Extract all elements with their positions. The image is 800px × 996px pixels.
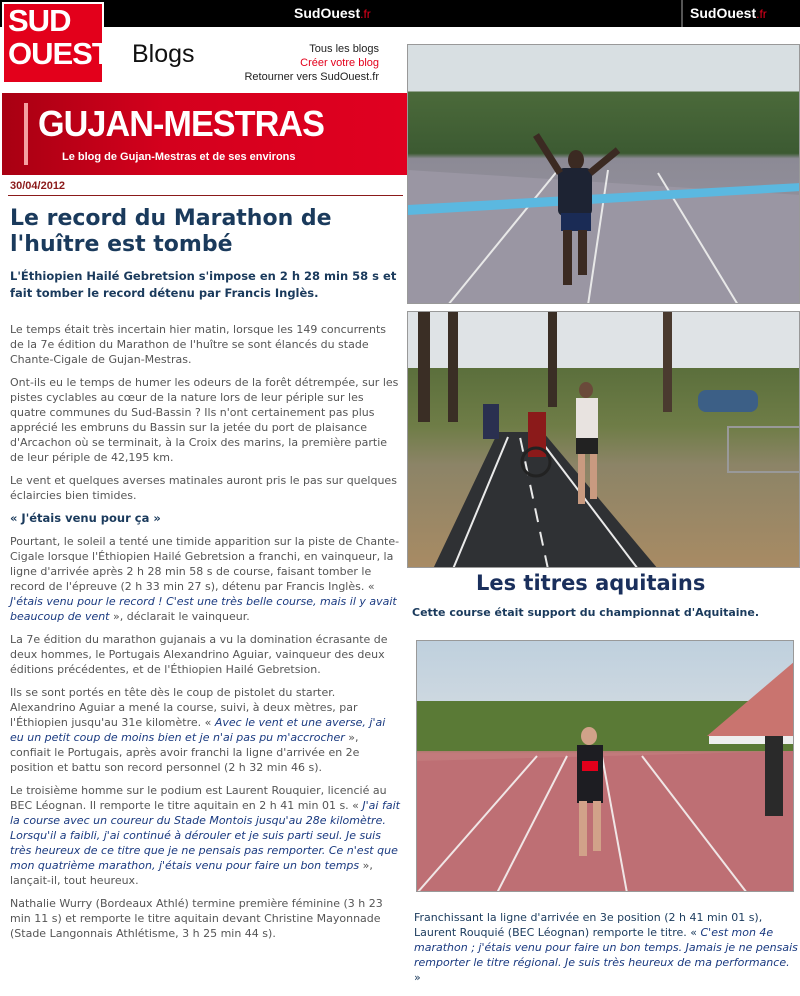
article-subheading: « J'étais venu pour ça »: [10, 511, 161, 525]
paragraph: La 7e édition du marathon gujanais a vu la domination écrasante de deux hommes, le Portugais Alexandrino Aguiar, vainqueur des deux éditions précédentes, et de l'Éthiopien Hailé Gebretsion.: [10, 633, 388, 676]
article-lead: L'Éthiopien Hailé Gebretsion s'impose en 2 h 28 min 58 s et fait tomber le record détenu par Francis Inglès.: [10, 269, 397, 300]
quote: Avec le vent et une averse, j'ai eu un petit coup de moins bien et je n'ai pas pu m'accrocher: [10, 716, 386, 744]
photo-runners-path[interactable]: [407, 311, 800, 568]
blog-subtitle: Le blog de Gujan-Mestras et de ses environs: [62, 151, 296, 163]
article-body: [10, 322, 402, 949]
divider: [8, 195, 403, 196]
sudouest-home-link-right[interactable]: SudOuest.fr: [690, 5, 767, 21]
quote: J'étais venu pour le record ! C'est une très belle course, mais il y avait beaucoup de vent: [10, 595, 397, 623]
banner-accent: [24, 103, 28, 165]
paragraph: Nathalie Wurry (Bordeaux Athlé) termine première féminine (3 h 23 min 11 s) et remporte le titre aquitain devant Christine Mayonnade (Stade Langonnais Athlétisme, 3 h 25 min 44 s).: [10, 897, 383, 940]
all-blogs-link[interactable]: Tous les blogs: [309, 43, 379, 55]
article-title: Le record du Marathon de l'huître est tombé: [10, 206, 332, 257]
sudouest-logo[interactable]: SUD OUEST: [2, 2, 104, 84]
sudouest-home-link[interactable]: SudOuest.fr: [294, 5, 371, 21]
quote: J'ai fait la course avec un coureur du Stade Montois jusqu'au 28e kilomètre. Lorsqu'il a faibli, j'ai continué à dérouler et je suis parti seul. Je suis très heureux de ce titre que je ne pensais pas remporter. Ce n'est que mon quatrième marathon, j'étais venu pour faire un bon temps: [10, 799, 400, 872]
post-date: 30/04/2012: [10, 180, 66, 192]
header-links: [222, 42, 379, 84]
blog-banner[interactable]: [2, 93, 407, 175]
section-heading: Les titres aquitains: [476, 571, 706, 595]
paragraph: Ils se sont portés en tête dès le coup de pistolet du starter. Alexandrino Aguiar a mené la course, suivi, à deux mètres, par l'Éthiopien jusqu'au 31e kilomètre. « Avec le vent et une averse, j'ai eu un petit coup de moins bien et je n'ai pas pu m'accrocher », confiait le Portugais, après avoir franchi la ligne d'arrivée en 2e position et battu son record personnel (2 h 32 min 46 s).: [10, 686, 386, 774]
create-blog-link[interactable]: Créer votre blog: [300, 57, 379, 69]
photo-third-place-finish[interactable]: [416, 640, 794, 892]
top-bar: [0, 0, 800, 27]
blog-title: GUJAN-MESTRAS: [38, 103, 324, 144]
divider: [681, 0, 683, 27]
paragraph: Le vent et quelques averses matinales auront pris le pas sur quelques éclaircies bien timides.: [10, 474, 397, 502]
photo-winner-finish[interactable]: [407, 44, 800, 304]
photo-caption: Franchissant la ligne d'arrivée en 3e position (2 h 41 min 01 s), Laurent Rouquié (BEC Léognan) remporte le titre. « C'est mon 4e marathon ; j'étais venu pour faire un bon temps. Jamais je ne pensais remporter le titre régional. Je suis très heureux de ma performance. »: [414, 911, 798, 984]
paragraph: Le troisième homme sur le podium est Laurent Rouquier, licencié au BEC Léognan. Il remporte le titre aquitain en 2 h 41 min 01 s. « J'ai fait la course avec un coureur du Stade Montois jusqu'au 28e kilomètre. Lorsqu'il a faibli, j'ai continué à dérouler et je suis parti seul. Je suis très heureux de ce titre que je ne pensais pas remporter. Ce n'est que mon quatrième marathon, j'étais venu pour faire un bon temps », lançait-il, tout heureux.: [10, 784, 400, 887]
paragraph: Pourtant, le soleil a tenté une timide apparition sur la piste de Chante-Cigale lorsque l'Éthiopien Hailé Gebretsion a franchi, en vainqueur, la ligne d'arrivée après 2 h 28 min 58 s de course, faisant tomber le record de l'épreuve (2 h 33 min 27 s), détenu par Francis Inglès. « J'étais venu pour le record ! C'est une très belle course, mais il y avait beaucoup de vent », déclarait le vainqueur.: [10, 535, 400, 623]
section-title-blogs: Blogs: [132, 40, 195, 68]
paragraph: Le temps était très incertain hier matin, lorsque les 149 concurrents de la 7e édition du Marathon de l'huître se sont élancés du stade Chante-Cigale de Gujan-Mestras.: [10, 323, 386, 366]
back-to-sudouest-link[interactable]: Retourner vers SudOuest.fr: [244, 71, 379, 83]
quote: C'est mon 4e marathon ; j'étais venu pour faire un bon temps. Jamais je ne pensais remporter le titre régional. Je suis très heureux de ma performance.: [414, 926, 798, 969]
paragraph: Ont-ils eu le temps de humer les odeurs de la forêt détrempée, sur les pistes cyclables au cœur de la nature lors de leur périple sur les quatre communes du Sud-Bassin ? Ils n'ont certainement pas plus apprécié les embruns du Bassin sur la jetée du port de plaisance d'Arcachon où se terminait, à la Croix des marins, la première partie de leur périple de 42,195 km.: [10, 376, 399, 464]
section-subheading: Cette course était support du championnat d'Aquitaine.: [412, 606, 760, 619]
